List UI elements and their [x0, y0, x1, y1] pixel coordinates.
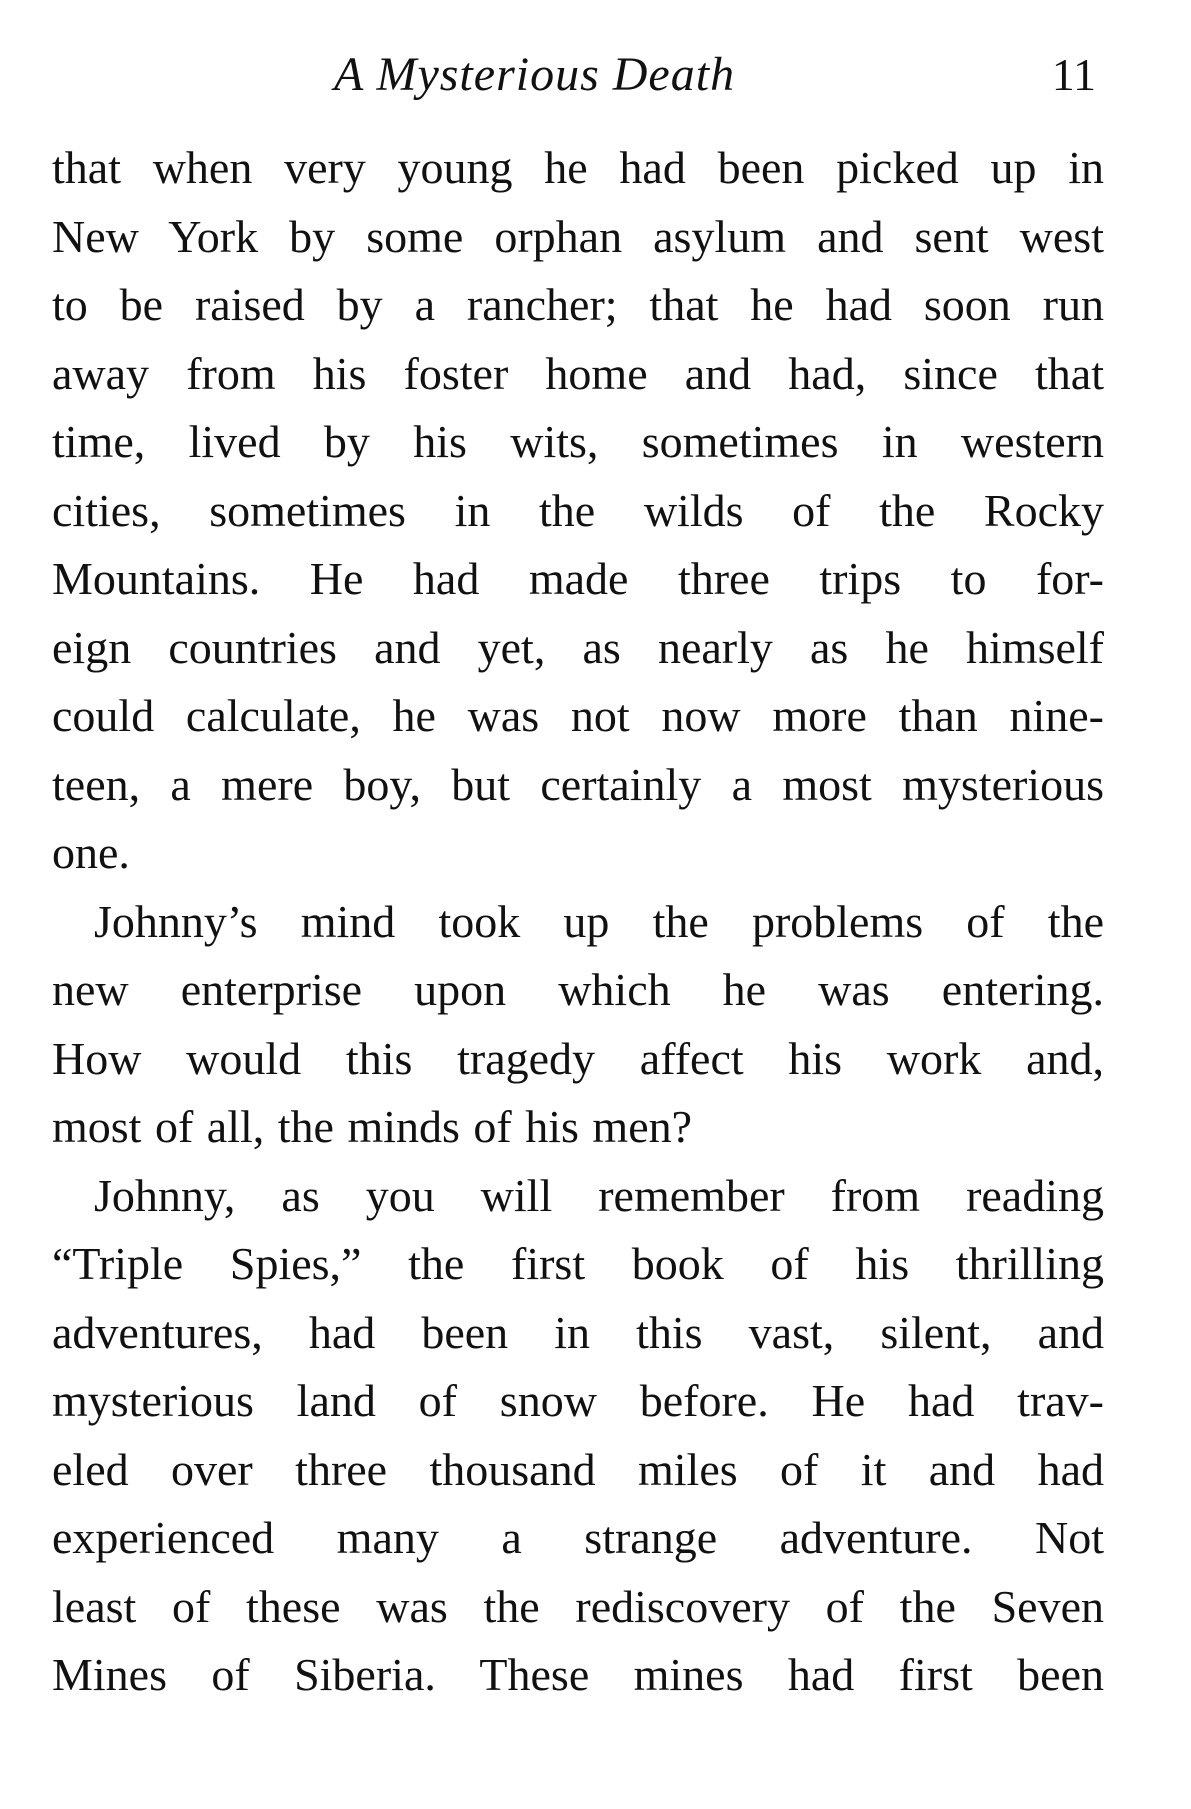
text-line: experienced many a strange adventure. Not: [52, 1512, 1104, 1563]
text-line: most of all, the minds of his men?: [52, 1101, 693, 1152]
text-line: teen, a mere boy, but certainly a most mysterious: [52, 758, 1104, 810]
text-line: could calculate, he was not now more than nine-: [52, 690, 1104, 741]
paragraph-3: [52, 1162, 1104, 1710]
text-line: Johnny’s mind took up the problems of the: [94, 895, 1104, 947]
text-line: least of these was the rediscovery of the Seven: [52, 1580, 1104, 1632]
text-line: mysterious land of snow before. He had trav-: [52, 1375, 1104, 1426]
text-line: Mines of Siberia. These mines had first been: [52, 1649, 1104, 1700]
text-line: one.: [52, 827, 130, 878]
chapter-title: A Mysterious Death: [334, 48, 736, 101]
text-line: “Triple Spies,” the first book of his thrilling: [52, 1238, 1104, 1289]
text-line: adventures, had been in this vast, silent, and: [52, 1306, 1104, 1358]
text-line: that when very young he had been picked up in: [52, 142, 1104, 193]
text-line: Johnny, as you will remember from reading: [94, 1169, 1104, 1221]
page-number: 11: [1051, 49, 1096, 100]
text-line: Mountains. He had made three trips to for-: [52, 553, 1104, 604]
text-line: cities, sometimes in the wilds of the Rocky: [52, 484, 1104, 536]
paragraph-2: [52, 888, 1104, 1162]
text-line: New York by some orphan asylum and sent west: [52, 210, 1104, 262]
body-text: [52, 134, 1104, 1710]
running-head: [52, 42, 1104, 108]
text-line: eign countries and yet, as nearly as he himself: [52, 621, 1104, 673]
text-line: eled over three thousand miles of it and had: [52, 1443, 1104, 1495]
text-line: to be raised by a rancher; that he had soon run: [52, 279, 1104, 330]
text-line: new enterprise upon which he was entering.: [52, 964, 1104, 1015]
text-line: How would this tragedy affect his work and,: [52, 1032, 1104, 1084]
paragraph-1: [52, 134, 1104, 888]
text-line: away from his foster home and had, since that: [52, 347, 1104, 399]
text-line: time, lived by his wits, sometimes in western: [52, 416, 1104, 467]
